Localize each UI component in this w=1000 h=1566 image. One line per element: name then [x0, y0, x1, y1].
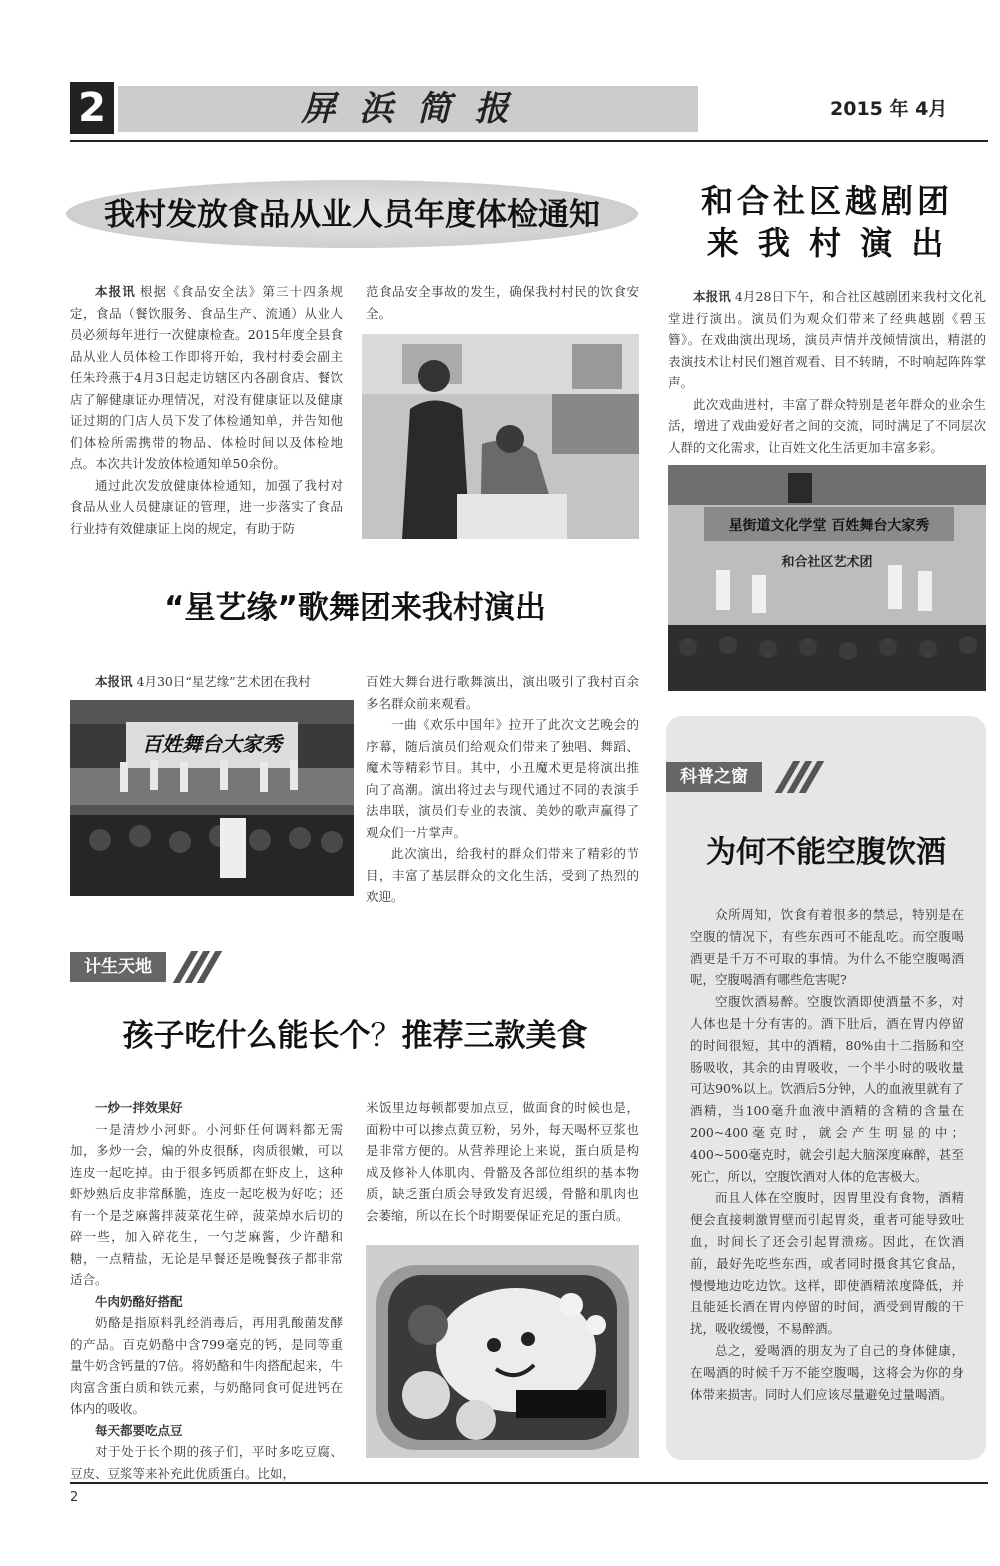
- header-rule: [70, 140, 988, 142]
- family-col2-p1: 米饭里边每顿都要加点豆，做面食的时候也是，面粉中可以掺点黄豆粉，另外，每天喝杯豆浆也是非常方便的。从营养理论上来说，蛋白质是构成及修补人体肌肉、骨骼及各部位组织的基本物质，缺乏蛋白质会导致发育迟缓，骨骼和肌肉也会萎缩，所以在长个时期要保证充足的蛋白质。: [366, 1100, 639, 1223]
- science-p4: 总之，爱喝酒的朋友为了自己的身体健康，在喝酒的时候千万不能空腹喝，这将会为你的身体带来损害。同时人们应该尽量避免过量喝酒。: [690, 1342, 964, 1402]
- article1-col1: [70, 281, 343, 539]
- article2-p2: 此次戏曲进村，丰富了群众特别是老年群众的业余生活，增进了戏曲爱好者之间的交流，同时满足了不同层次人群的文化需求，让百姓文化生活更加丰富多彩。: [668, 396, 986, 455]
- article3-col2-p1: 百姓大舞台进行歌舞演出，演出吸引了我村百余多名群众前来观看。: [366, 674, 639, 711]
- article3-col2-p3: 此次演出，给我村的群众们带来了精彩的节目，丰富了基层群众的文化生活，受到了热烈的欢迎。: [366, 846, 639, 904]
- science-p2: 空腹饮酒易醉。空腹饮酒即使酒量不多，对人体也是十分有害的。酒下肚后，酒在胃内停留的时间很短，其中的酒精，80%由十二指肠和空肠吸收，其余的由胃吸收，一个半小时的吸收量可达90%以上。饮酒后5分钟，人的血液里就有了酒精，当100毫升血液中酒精的含精的含量在200~400毫克时，就会产生明显的中；400~500毫克时，就会引起大脑深度麻醉，甚至死亡，所以，空腹饮酒对人体的危害极大。: [690, 994, 964, 1184]
- article2-title-line1: 和合社区越剧团: [700, 182, 953, 220]
- family-subhead-3: 每天都要吃点豆: [95, 1422, 183, 1438]
- issue-date: 2015 年 4月: [830, 98, 948, 120]
- family-col2: [366, 1097, 639, 1226]
- family-title-question: ？: [370, 1018, 402, 1054]
- article2-photo: [668, 465, 986, 691]
- article3-col1-p1: 4月30日“星艺缘”艺术团在我村: [136, 674, 311, 689]
- family-p2: 奶酪是指原料乳经消毒后，再用乳酸菌发酵的产品。百克奶酪中含799毫克的钙，是同等重量牛奶含钙量的7倍。将奶酪和牛肉搭配起来，牛肉富含蛋白质和铁元素，与奶酪同食可促进钙在体内的吸收。: [70, 1315, 343, 1416]
- family-p1: 一是清炒小河虾。小河虾任何调料都无需加，多炒一会，煸的外皮很酥，肉质很嫩，可以连皮一起吃掉。由于很多钙质都在虾皮上，这种虾炒熟后皮非常酥脆，连皮一起吃极为好吃；还有一个是芝麻酱拌菠菜花生碎，菠菜焯水后切的碎一些，加入碎花生，一勺芝麻酱，少许醋和糖，一点精盐，无论是早餐还是晚餐孩子都非常适合。: [70, 1121, 343, 1287]
- bento-food-photo: [366, 1245, 639, 1458]
- article1-col2-p1: 范食品安全事故的发生，确保我村村民的饮食安全。: [366, 284, 639, 321]
- family-photo: [366, 1245, 639, 1458]
- article1-photo: [362, 334, 639, 539]
- science-box: [666, 716, 986, 1460]
- page-header: [70, 78, 988, 138]
- family-title-part1: 孩子吃什么能长个: [122, 1018, 371, 1054]
- science-p3: 而且人体在空腹时，因胃里没有食物，酒精便会直接刺激胃壁而引起胃炎，重者可能导致吐血，时间长了还会引起胃溃疡。因此，在饮酒前，最好先吃些东西，或者同时摄食其它食品，慢慢地边吃边饮。这样，即使酒精浓度降低，并且能延长酒在胃内停留的时间，酒受到胃酸的干扰，吸收缓慢，不易醉酒。: [690, 1190, 964, 1337]
- article3-lead: 本报讯: [95, 674, 133, 689]
- science-section-tag: 科普之窗: [666, 762, 762, 792]
- article1-title: 我村发放食品从业人员年度体检通知: [104, 197, 600, 233]
- family-subhead-2: 牛肉奶酪好搭配: [95, 1293, 183, 1309]
- article3-col2-p2: 一曲《欢乐中国年》拉开了此次文艺晚会的序幕，随后演员们给观众们带来了独唱、舞蹈、魔术等精彩节目。其中，小丑魔术更是将演出推向了高潮。演出将过去与现代通过不同的表演手法串联，演员们专业的表演、美妙的歌声赢得了观众们一片掌声。: [366, 717, 639, 840]
- health-notice-photo: [362, 334, 639, 539]
- article3-photo: [70, 700, 354, 896]
- family-p3: 对于处于长个期的孩子们，平时多吃豆腐、豆皮、豆浆等来补充此优质蛋白。比如，: [70, 1444, 343, 1481]
- masthead-bar: [118, 86, 698, 132]
- article1-lead: 本报讯: [95, 284, 136, 299]
- footer-page-number: 2: [70, 1490, 79, 1505]
- article2-photo-banner: 星街道文化学堂 百姓舞台大家秀: [728, 518, 930, 534]
- article3-photo-banner: 百姓舞台大家秀: [142, 732, 282, 756]
- science-title: 为何不能空腹饮酒: [706, 835, 946, 870]
- page-number: 2: [70, 82, 114, 134]
- article2-p1: 4月28日下午，和合社区越剧团来我村文化礼堂进行演出。演员们为观众们带来了经典越剧《碧玉簪》。在戏曲演出现场，演员声情并茂倾情演出，精湛的表演技术让村民们翘首观看、目不转睛，不时响起阵阵掌声。: [668, 289, 986, 390]
- article2-photo-sign: 和合社区艺术团: [781, 555, 873, 570]
- article2-title-line2: 来 我 村 演 出: [706, 224, 948, 262]
- article3-title: “星艺缘”歌舞团来我村演出: [164, 590, 546, 626]
- article1-col2: [366, 281, 639, 324]
- science-p1: 众所周知，饮食有着很多的禁忌，特别是在空腹的情况下，有些东西可不能乱吃。而空腹喝酒更是千万不可取的事情。为什么不能空腹喝酒呢，空腹喝酒有哪些危害呢?: [690, 907, 964, 988]
- article2-lead: 本报讯: [693, 289, 731, 304]
- science-body: [690, 904, 964, 1405]
- family-title-part2: 推荐三款美食: [401, 1018, 588, 1054]
- family-section-header: [70, 950, 230, 984]
- article3-col2: [366, 671, 639, 908]
- opera-performance-photo: [668, 465, 986, 691]
- family-section-tag: 计生天地: [70, 952, 166, 982]
- masthead-title: 屏 浜 简 报: [301, 89, 515, 129]
- article3-col1: [70, 671, 354, 693]
- family-title: [70, 1014, 640, 1058]
- footer-rule: [70, 1482, 988, 1484]
- family-col1: [70, 1097, 343, 1484]
- family-subhead-1: 一炒一拌效果好: [95, 1100, 183, 1115]
- article1-col1-p1: 根据《食品安全法》第三十四条规定，食品（餐饮服务、食品生产、流通）从业人员必须每年进行一次健康检查。2015年度全县食品从业人员体检工作即将开始，我村村委会副主任朱玲燕于4月3日起走访辖区内各副食店、餐饮店了解健康证办理情况，对没有健康证以及健康证过期的门店人员下发了体检通知单，并告知他们体检所需携带的物品、体检时间以及体检地点。本次共计发放体检通知单50余份。: [70, 284, 343, 471]
- article1-col1-p2: 通过此次发放健康体检通知，加强了我村对食品从业人员健康证的管理，进一步落实了食品行业持有效健康证上岗的规定，有助于防: [70, 477, 343, 536]
- article2-body: [668, 286, 986, 458]
